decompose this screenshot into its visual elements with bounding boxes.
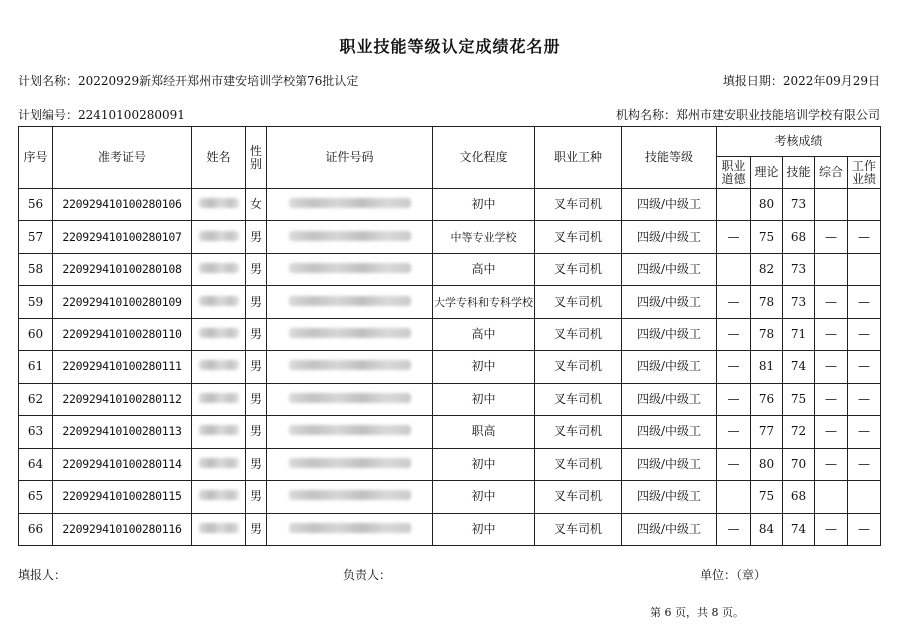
redacted-id-number — [289, 328, 411, 338]
redacted-id-number — [289, 490, 411, 500]
cell-ethics: — — [717, 448, 751, 480]
cell-seq: 56 — [19, 189, 53, 221]
cell-education: 初中 — [433, 383, 535, 415]
cell-name-redacted — [192, 286, 246, 318]
redacted-name — [199, 458, 239, 468]
cell-comprehensive: — — [815, 383, 848, 415]
cell-gender: 男 — [246, 416, 267, 448]
table-row — [19, 383, 881, 415]
redacted-id-number — [289, 425, 411, 435]
cell-theory: 76 — [751, 383, 783, 415]
cell-exam-no: 220929410100280109 — [53, 286, 192, 318]
cell-theory: 78 — [751, 286, 783, 318]
cell-education: 初中 — [433, 448, 535, 480]
cell-skill: 72 — [783, 416, 815, 448]
cell-gender: 男 — [246, 513, 267, 545]
cell-occupation: 叉车司机 — [535, 351, 622, 383]
cell-seq: 63 — [19, 416, 53, 448]
cell-ethics — [717, 189, 751, 221]
redacted-name — [199, 523, 239, 533]
cell-seq: 58 — [19, 253, 53, 285]
header-theory: 理论 — [751, 157, 783, 189]
cell-occupation: 叉车司机 — [535, 513, 622, 545]
cell-theory: 81 — [751, 351, 783, 383]
redacted-id-number — [289, 360, 411, 370]
cell-name-redacted — [192, 253, 246, 285]
cell-seq: 64 — [19, 448, 53, 480]
table-row — [19, 513, 881, 545]
header-ethics: 职业道德 — [717, 157, 751, 189]
cell-id-redacted — [267, 286, 433, 318]
cell-gender: 男 — [246, 221, 267, 253]
cell-id-redacted — [267, 513, 433, 545]
plan-name: 计划名称：20220929新郑经开郑州市建安培训学校第76批认定 — [18, 74, 359, 88]
cell-skill: 74 — [783, 351, 815, 383]
cell-gender: 男 — [246, 383, 267, 415]
cell-skill: 75 — [783, 383, 815, 415]
cell-ethics: — — [717, 351, 751, 383]
cell-skill-level: 四级/中级工 — [622, 286, 717, 318]
cell-ethics — [717, 481, 751, 513]
cell-theory: 82 — [751, 253, 783, 285]
header-occupation: 职业工种 — [535, 127, 622, 189]
cell-seq: 62 — [19, 383, 53, 415]
cell-theory: 80 — [751, 448, 783, 480]
cell-id-redacted — [267, 221, 433, 253]
cell-gender: 男 — [246, 351, 267, 383]
header-name: 姓名 — [192, 127, 246, 189]
redacted-id-number — [289, 458, 411, 468]
cell-education: 大学专科和专科学校 — [433, 286, 535, 318]
cell-seq: 61 — [19, 351, 53, 383]
cell-occupation: 叉车司机 — [535, 481, 622, 513]
cell-exam-no: 220929410100280115 — [53, 481, 192, 513]
cell-occupation: 叉车司机 — [535, 448, 622, 480]
page-indicator: 第 6 页，共 8 页。 — [650, 606, 744, 619]
cell-work-performance — [848, 253, 881, 285]
cell-occupation: 叉车司机 — [535, 318, 622, 350]
cell-ethics: — — [717, 383, 751, 415]
cell-skill-level: 四级/中级工 — [622, 513, 717, 545]
cell-id-redacted — [267, 351, 433, 383]
redacted-name — [199, 360, 239, 370]
redacted-name — [199, 328, 239, 338]
header-seq: 序号 — [19, 127, 53, 189]
cell-name-redacted — [192, 318, 246, 350]
cell-skill: 70 — [783, 448, 815, 480]
redacted-name — [199, 425, 239, 435]
cell-work-performance: — — [848, 221, 881, 253]
cell-skill: 71 — [783, 318, 815, 350]
cell-skill-level: 四级/中级工 — [622, 416, 717, 448]
cell-seq: 57 — [19, 221, 53, 253]
table-row — [19, 416, 881, 448]
cell-work-performance: — — [848, 448, 881, 480]
header-comprehensive: 综合 — [815, 157, 848, 189]
cell-comprehensive: — — [815, 448, 848, 480]
cell-education: 高中 — [433, 318, 535, 350]
cell-name-redacted — [192, 351, 246, 383]
cell-comprehensive: — — [815, 221, 848, 253]
cell-occupation: 叉车司机 — [535, 221, 622, 253]
responsible-label: 负责人： — [343, 568, 392, 582]
cell-name-redacted — [192, 221, 246, 253]
cell-education: 初中 — [433, 189, 535, 221]
cell-comprehensive: — — [815, 416, 848, 448]
cell-education: 初中 — [433, 351, 535, 383]
cell-ethics — [717, 253, 751, 285]
cell-skill-level: 四级/中级工 — [622, 383, 717, 415]
table-row — [19, 221, 881, 253]
cell-comprehensive — [815, 253, 848, 285]
cell-gender: 男 — [246, 448, 267, 480]
institution-name: 机构名称：郑州市建安职业技能培训学校有限公司 — [615, 108, 880, 122]
table-row — [19, 351, 881, 383]
header-education: 文化程度 — [433, 127, 535, 189]
cell-exam-no: 220929410100280114 — [53, 448, 192, 480]
cell-comprehensive: — — [815, 286, 848, 318]
cell-education: 初中 — [433, 481, 535, 513]
redacted-id-number — [289, 523, 411, 533]
cell-skill-level: 四级/中级工 — [622, 189, 717, 221]
redacted-id-number — [289, 296, 411, 306]
cell-id-redacted — [267, 383, 433, 415]
header-work-performance: 工作业绩 — [848, 157, 881, 189]
cell-work-performance: — — [848, 513, 881, 545]
cell-seq: 66 — [19, 513, 53, 545]
cell-ethics: — — [717, 416, 751, 448]
cell-education: 中等专业学校 — [433, 221, 535, 253]
cell-ethics: — — [717, 318, 751, 350]
table-row — [19, 318, 881, 350]
cell-seq: 59 — [19, 286, 53, 318]
cell-theory: 78 — [751, 318, 783, 350]
cell-theory: 77 — [751, 416, 783, 448]
cell-id-redacted — [267, 448, 433, 480]
cell-name-redacted — [192, 513, 246, 545]
redacted-id-number — [289, 393, 411, 403]
cell-skill-level: 四级/中级工 — [622, 253, 717, 285]
cell-exam-no: 220929410100280107 — [53, 221, 192, 253]
cell-skill: 73 — [783, 286, 815, 318]
cell-occupation: 叉车司机 — [535, 286, 622, 318]
redacted-name — [199, 296, 239, 306]
cell-ethics: — — [717, 221, 751, 253]
cell-theory: 80 — [751, 189, 783, 221]
score-roster-table — [18, 126, 881, 546]
cell-name-redacted — [192, 189, 246, 221]
header-skill-level: 技能等级 — [622, 127, 717, 189]
cell-skill: 73 — [783, 253, 815, 285]
cell-theory: 84 — [751, 513, 783, 545]
cell-ethics: — — [717, 513, 751, 545]
cell-skill: 73 — [783, 189, 815, 221]
header-id-no: 证件号码 — [267, 127, 433, 189]
table-row — [19, 481, 881, 513]
cell-education: 高中 — [433, 253, 535, 285]
cell-gender: 男 — [246, 481, 267, 513]
cell-comprehensive: — — [815, 318, 848, 350]
header-exam-no: 准考证号 — [53, 127, 192, 189]
cell-exam-no: 220929410100280112 — [53, 383, 192, 415]
cell-name-redacted — [192, 383, 246, 415]
cell-skill: 68 — [783, 221, 815, 253]
cell-theory: 75 — [751, 221, 783, 253]
cell-seq: 60 — [19, 318, 53, 350]
redacted-name — [199, 231, 239, 241]
cell-exam-no: 220929410100280116 — [53, 513, 192, 545]
unit-seal-label: 单位：（章） — [700, 568, 767, 582]
cell-occupation: 叉车司机 — [535, 253, 622, 285]
table-row — [19, 253, 881, 285]
cell-ethics: — — [717, 286, 751, 318]
cell-comprehensive — [815, 481, 848, 513]
filler-label: 填报人： — [18, 568, 67, 582]
cell-skill-level: 四级/中级工 — [622, 221, 717, 253]
cell-comprehensive: — — [815, 513, 848, 545]
cell-education: 初中 — [433, 513, 535, 545]
roster-body — [19, 189, 881, 546]
cell-gender: 男 — [246, 253, 267, 285]
header-skill: 技能 — [783, 157, 815, 189]
cell-occupation: 叉车司机 — [535, 189, 622, 221]
cell-name-redacted — [192, 481, 246, 513]
cell-seq: 65 — [19, 481, 53, 513]
redacted-id-number — [289, 263, 411, 273]
cell-id-redacted — [267, 189, 433, 221]
cell-id-redacted — [267, 318, 433, 350]
cell-skill-level: 四级/中级工 — [622, 481, 717, 513]
cell-skill-level: 四级/中级工 — [622, 318, 717, 350]
redacted-id-number — [289, 231, 411, 241]
cell-work-performance — [848, 189, 881, 221]
cell-theory: 75 — [751, 481, 783, 513]
redacted-name — [199, 263, 239, 273]
header-row-top — [19, 127, 881, 157]
redacted-name — [199, 490, 239, 500]
cell-exam-no: 220929410100280113 — [53, 416, 192, 448]
cell-exam-no: 220929410100280110 — [53, 318, 192, 350]
header-gender: 性别 — [246, 127, 267, 189]
cell-gender: 男 — [246, 286, 267, 318]
cell-work-performance — [848, 481, 881, 513]
cell-skill: 68 — [783, 481, 815, 513]
redacted-id-number — [289, 198, 411, 208]
cell-work-performance: — — [848, 383, 881, 415]
cell-gender: 女 — [246, 189, 267, 221]
cell-occupation: 叉车司机 — [535, 383, 622, 415]
cell-comprehensive — [815, 189, 848, 221]
cell-id-redacted — [267, 416, 433, 448]
table-row — [19, 189, 881, 221]
cell-education: 职高 — [433, 416, 535, 448]
table-row — [19, 286, 881, 318]
cell-name-redacted — [192, 416, 246, 448]
fill-date: 填报日期：2022年09月29日 — [722, 74, 880, 88]
cell-gender: 男 — [246, 318, 267, 350]
cell-skill-level: 四级/中级工 — [622, 448, 717, 480]
cell-work-performance: — — [848, 351, 881, 383]
cell-work-performance: — — [848, 416, 881, 448]
cell-comprehensive: — — [815, 351, 848, 383]
plan-number: 计划编号：22410100280091 — [18, 108, 185, 122]
header-scores: 考核成绩 — [717, 127, 881, 157]
cell-occupation: 叉车司机 — [535, 416, 622, 448]
cell-exam-no: 220929410100280108 — [53, 253, 192, 285]
cell-id-redacted — [267, 253, 433, 285]
cell-name-redacted — [192, 448, 246, 480]
cell-exam-no: 220929410100280106 — [53, 189, 192, 221]
page-title: 职业技能等级认定成绩花名册 — [339, 37, 561, 56]
cell-id-redacted — [267, 481, 433, 513]
cell-work-performance: — — [848, 318, 881, 350]
cell-work-performance: — — [848, 286, 881, 318]
redacted-name — [199, 198, 239, 208]
cell-skill-level: 四级/中级工 — [622, 351, 717, 383]
table-row — [19, 448, 881, 480]
cell-skill: 74 — [783, 513, 815, 545]
redacted-name — [199, 393, 239, 403]
cell-exam-no: 220929410100280111 — [53, 351, 192, 383]
